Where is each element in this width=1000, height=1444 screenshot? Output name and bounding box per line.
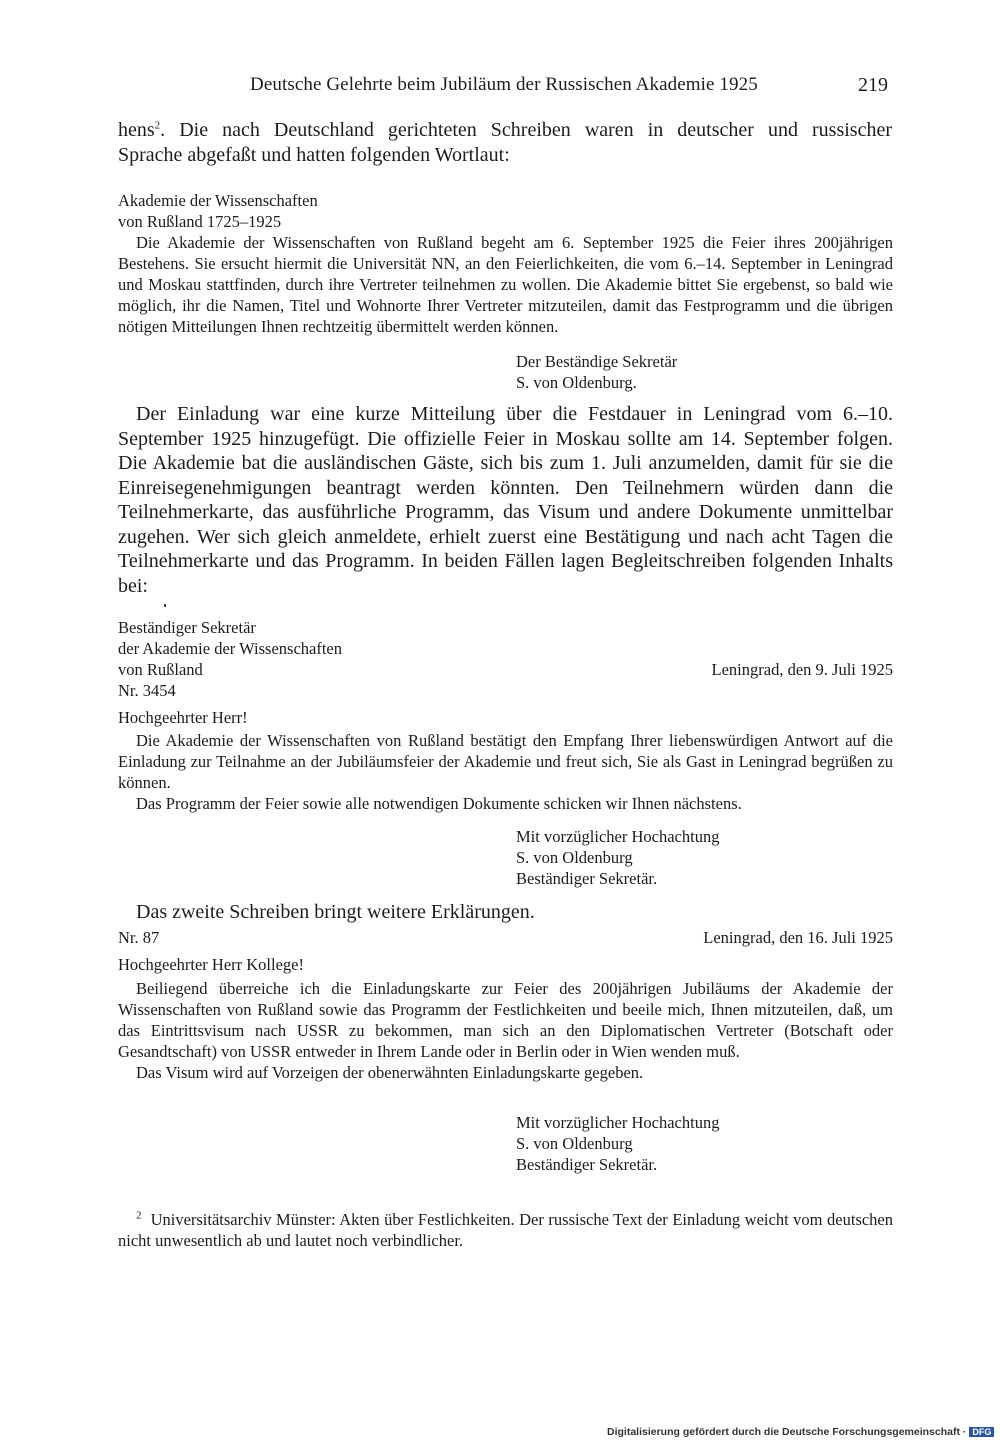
letter-2-content [118,707,893,814]
letter-1-signature [516,351,677,393]
scan-speck [164,604,166,607]
letter-2-sender-line: der Akademie der Wissenschaften [118,639,342,658]
dfg-logo: DFG [969,1427,994,1437]
letter-2-salutation: Hochgeehrter Herr! [118,708,248,727]
letter-3-number: Nr. 87 [118,928,160,947]
signature-line: S. von Oldenburg [516,848,633,867]
letter-2-date: Leningrad, den 9. Juli 1925 [711,660,893,679]
intro-text: hens [118,119,155,141]
footnote-marker[interactable]: 2 [154,119,161,132]
letter-3-salutation: Hochgeehrter Herr Kollege! [118,955,304,974]
footnote-number: 2 [136,1209,142,1222]
footnote [118,1209,893,1251]
letter-3-content [118,954,893,1083]
signature-line: Mit vorzüglicher Hochachtung [516,827,720,846]
letter-3-date: Leningrad, den 16. Juli 1925 [703,928,893,947]
signature-line: Beständiger Sekretär. [516,869,658,888]
letter-2-sender-line: von Rußland [118,660,203,679]
footnote-text: Universitätsarchiv Münster: Akten über Festlichkeiten. Der russische Text der Einladung weicht vom deutschen nicht unwesentlich ab und lautet noch verbindlicher. [118,1210,894,1250]
letter-2-sender-line: Beständiger Sekretär [118,618,256,637]
letter-2-body: Das Programm der Feier sowie alle notwendigen Dokumente schicken wir Ihnen nächstens. [136,794,742,813]
letter-2-signature [516,826,719,889]
letter-1-sender-line: Akademie der Wissenschaften [118,191,318,210]
letter-2-body: Die Akademie der Wissenschaften von Rußland bestätigt den Empfang Ihrer liebenswürdigen Antwort auf die Einladung zur Teilnahme an der Jubiläumsfeier der Akademie und freut sich, Sie als Gast in Leningrad begrüßen zu können. [118,731,893,792]
signature-line: Der Beständige Sekretär [516,352,678,371]
signature-line: Beständiger Sekretär. [516,1155,658,1174]
running-header: Deutsche Gelehrte beim Jubiläum der Russischen Akademie 1925 [250,74,758,95]
letter-2-number: Nr. 3454 [118,681,176,700]
letter-3-signature [516,1112,719,1175]
digitization-credit [607,1426,994,1438]
intro-text-rest: . Die nach Deutschland gerichteten Schreiben waren in deutscher und russischer [160,119,892,141]
signature-line: S. von Oldenburg [516,1134,633,1153]
intro-paragraph [118,118,892,167]
main-paragraph-text: Der Einladung war eine kurze Mitteilung über die Festdauer in Leningrad vom 6.–10. September 1925 hinzugefügt. Die offizielle Feier in Moskau sollte am 14. September folgen. Die Akademie bat die ausländischen Gäste, sich bis zum 1. Juli anzumelden, damit für sie die Einreisegenehmigungen beantragt werden könnten. Den Teilnehmern würden dann die Teilnehmerkarte, das ausführliche Programm, das Visum und andere Dokumente unmittelbar zugehen. Wer sich gleich anmeldete, erhielt zuerst eine Bestätigung und nach acht Tagen die Teilnehmerkarte und das Programm. In beiden Fällen lagen Begleitschreiben folgenden Inhalts bei: [118,403,893,597]
intro-line-2: Sprache abgefaßt und hatten folgenden Wortlaut: [118,143,510,166]
letter-3-body: Das Visum wird auf Vorzeigen der obenerwähnten Einladungskarte gegeben. [136,1063,644,1082]
letter-1-sender-line: von Rußland 1725–1925 [118,212,282,231]
transition-paragraph: Das zweite Schreiben bringt weitere Erklärungen. [136,901,535,923]
letter-3-body: Beiliegend überreiche ich die Einladungskarte zur Feier des 200jährigen Jubiläums der Akademie der Wissenschaften von Rußland sowie das Programm der Festlichkeiten und beeile mich, Ihnen mitzuteilen, daß, um das Eintrittsvisum nach USSR zu bekommen, man sich an den Diplomatischen Vertreter (Botschaft oder Gesandtschaft) von USSR entweder in Ihrem Lande oder in Berlin oder in Wien wenden muß. [118,979,893,1061]
letter-1 [118,190,893,337]
page-number: 219 [858,74,888,96]
credit-text: Digitalisierung gefördert durch die Deutsche Forschungsgemeinschaft · [607,1426,967,1438]
signature-line: Mit vorzüglicher Hochachtung [516,1113,720,1132]
signature-line: S. von Oldenburg. [516,373,637,392]
main-paragraph [118,402,893,598]
letter-1-body: Die Akademie der Wissenschaften von Rußland begeht am 6. September 1925 die Feier ihres 200jährigen Bestehens. Sie ersucht hiermit die Universität NN, an den Feierlichkeiten, die vom 6.–14. September in Leningrad und Moskau stattfinden, durch ihre Vertreter teilnehmen zu wollen. Die Akademie bittet Sie ergebenst, so bald wie möglich, ihr die Namen, Titel und Wohnorte Ihrer Vertreter mitzuteilen, damit das Festprogramm und die übrigen nötigen Mitteilungen Ihnen rechtzeitig übermittelt werden können. [118,233,893,336]
